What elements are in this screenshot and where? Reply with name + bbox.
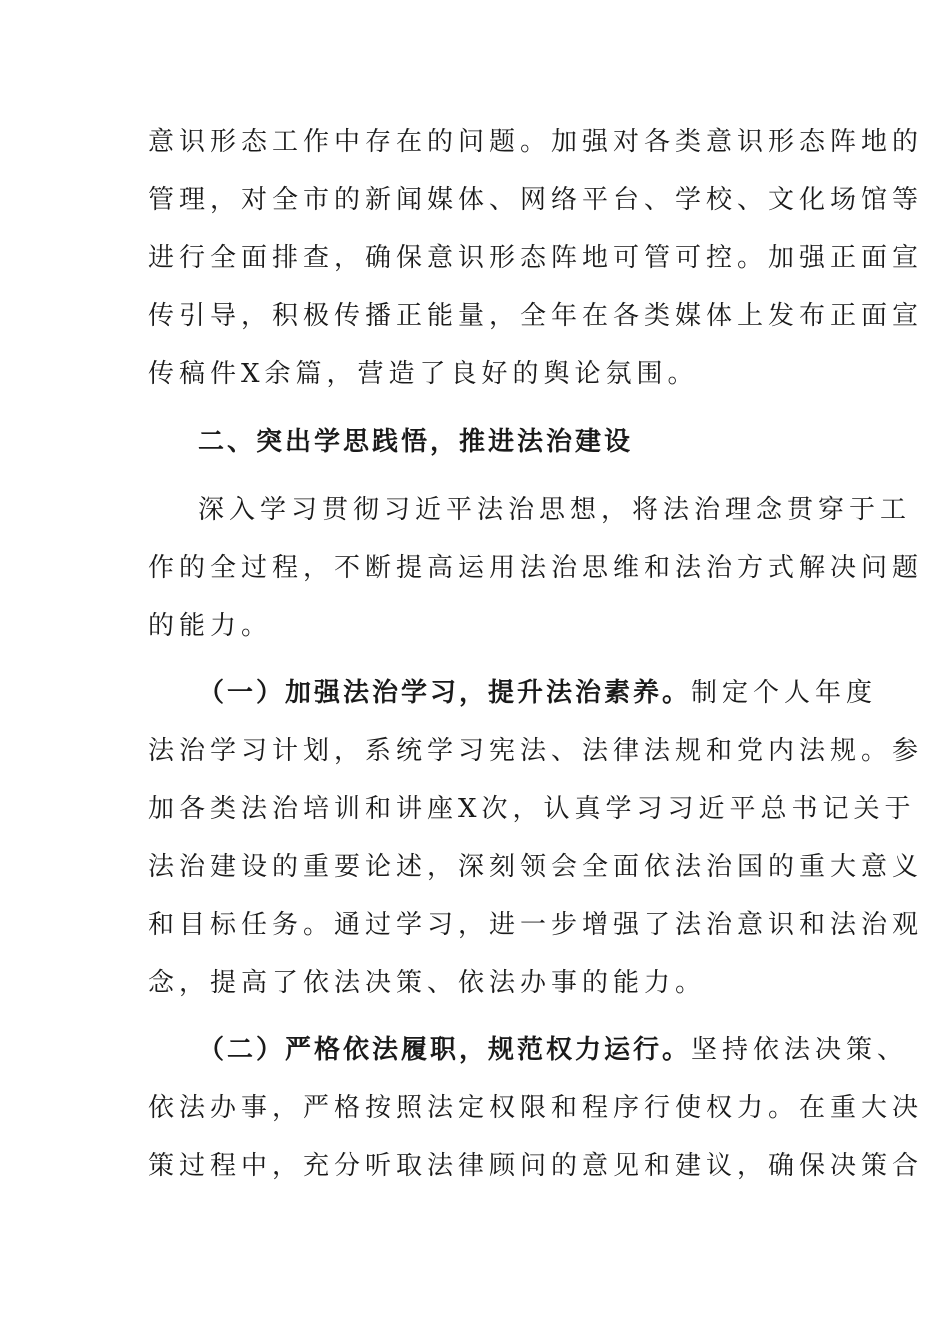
subsection-paragraph-start	[198, 1030, 908, 1070]
body-text-line: 依法办事，严格按照法定权限和程序行使权力。在重大决	[148, 1093, 924, 1123]
body-text-line: 法治学习计划，系统学习宪法、法律法规和党内法规。参	[148, 736, 924, 766]
subsection-paragraph-start	[198, 673, 877, 713]
body-text-line: 法治建设的重要论述，深刻领会全面依法治国的重大意义	[148, 852, 924, 882]
body-text-fragment: 坚持依法决策、	[691, 1035, 909, 1065]
body-text-fragment: 制定个人年度	[691, 678, 878, 708]
body-text-line: 管理，对全市的新闻媒体、网络平台、学校、文化场馆等	[148, 185, 924, 215]
body-text-line: 传引导，积极传播正能量，全年在各类媒体上发布正面宣	[148, 301, 924, 331]
body-text-line: 加各类法治培训和讲座X次，认真学习习近平总书记关于	[148, 794, 916, 824]
body-text-line: 深入学习贯彻习近平法治思想，将法治理念贯穿于工	[198, 495, 912, 525]
body-text-line: 策过程中，充分听取法律顾问的意见和建议，确保决策合	[148, 1151, 924, 1181]
body-text-line: 进行全面排查，确保意识形态阵地可管可控。加强正面宣	[148, 243, 924, 273]
body-text-line: 作的全过程，不断提高运用法治思维和法治方式解决问题	[148, 553, 924, 583]
section-heading: 二、突出学思践悟，推进法治建设	[198, 427, 634, 457]
subsection-title: （一）加强法治学习，提升法治素养。	[198, 678, 692, 708]
body-text-line: 传稿件X余篇，营造了良好的舆论氛围。	[148, 359, 699, 389]
body-text-line: 意识形态工作中存在的问题。加强对各类意识形态阵地的	[148, 127, 924, 157]
body-text-line: 念，提高了依法决策、依法办事的能力。	[148, 968, 707, 998]
body-text-line: 的能力。	[148, 611, 273, 641]
body-text-line: 和目标任务。通过学习，进一步增强了法治意识和法治观	[148, 910, 924, 940]
subsection-title: （二）严格依法履职，规范权力运行。	[198, 1035, 692, 1065]
